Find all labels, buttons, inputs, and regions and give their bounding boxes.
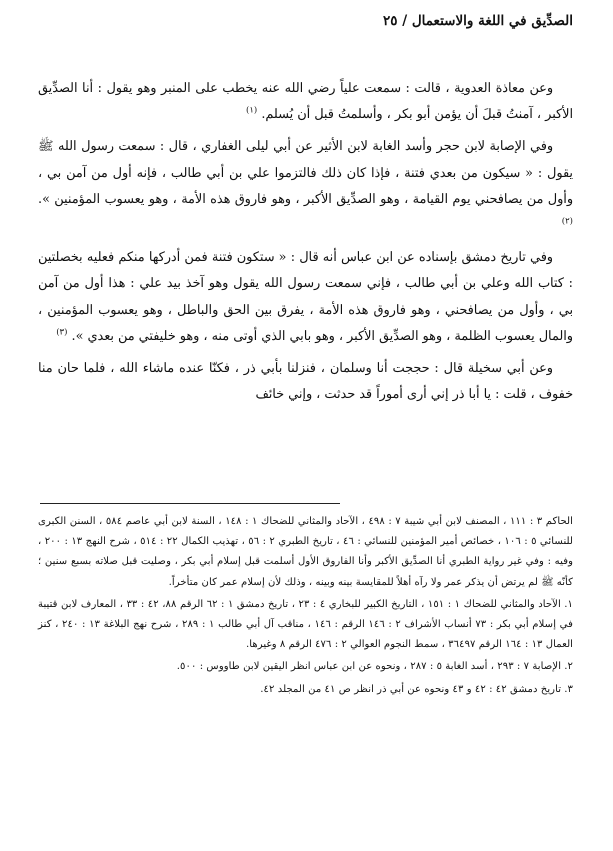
footnotes [38,512,573,702]
main-text [38,76,573,414]
paragraph-text: وعن أبي سخيلة قال : حججت أنا وسلمان ، فنزلنا بأبي ذر ، فكنّا عنده ماشاء الله ، فلما حان منا خفوف ، قلت : يا أبا ذر إني أرى أموراً قد حدثت ، وإني خائف [38,361,573,403]
running-header [40,12,573,30]
footnote-3: ٣. تاريخ دمشق ٤٢ : ٤٢ و ٤٣ ونحوه عن أبي ذر انظر ص ٤١ من المجلد ٤٢. [260,683,573,695]
paragraph-1 [38,76,573,128]
footnote-1: ١. الآحاد والمثاني للضحاك ١ : ١٥١ ، التاريخ الكبير للبخاري ٤ : ٢٣ ، تاريخ دمشق ١ : ٦٢ الرقم ٨٨، ٤٢ : ٣٣ ، المعارف لابن قتيبة في إسلام أبي بكر : ٧٣ أنساب الأشراف ٢ : ١٤٦ الرقم : ١٤٦ ، مناقب آل أبي طالب ١ : ٢٨٩ ، شرح نهج البلاغة ١٣ : ٢٤٠ ، كنز العمال ١٣ : ١٦٤ الرقم ٣٦٤٩٧ ، سمط النجوم العوالي ٢ : ٤٧٦ الرقم ٨ وغيرها. [38,598,573,651]
paragraph-4 [38,356,573,408]
footnote-2: ٢. الإصابة ٧ : ٢٩٣ ، أسد الغابة ٥ : ٢٨٧ ، ونحوه عن ابن عباس انظر اليقين لابن طاووس : ٥٠٠. [176,661,573,673]
footnote-ref: (٣) [56,327,68,338]
paragraph-text: وفي الإصابة لابن حجر وأسد الغابة لابن الأثير عن أبي ليلى الغفاري ، قال : سمعت رسول الله ﷺ يقول : « سيكون من بعدي فتنة ، فإذا كان ذلك فالتزموا علي بن أبي طالب ، فإنه أول من آمن بي ، وأول من يصافحني يوم القيامة ، وهو الصدِّيق الأكبر ، وهو فاروق هذه الأمة ، وهو يعسوب المؤمنين ». [38,139,573,207]
footnote-ref: (١) [246,105,258,116]
paragraph-3 [38,245,573,350]
footnote-ref: (٢) [561,216,573,227]
footnote-continued: الحاكم ٣ : ١١١ ، المصنف لابن أبي شيبة ٧ : ٤٩٨ ، الآحاد والمثاني للضحاك ١ : ١٤٨ ، السنة لابن أبي عاصم ٥٨٤ ، السنن الكبرى للنسائي ٥ : ١٠٦ ، خصائص أمير المؤمنين للنسائي : ٤٦ ، تاريخ الطبري ٢ : ٥٦ ، تهذيب الكمال ٢٢ : ٥١٤ ، شرح النهج ١٣ : ٢٠٠ ، وفيه : وفي غير رواية الطبري أنا الصدِّيق الأكبر وأنا الفاروق الأول أسلمت قبل إسلام أبي بكر ، وصليت قبل صلاته بسبع سنين ؛ كأنّه ﷺ لم يرتض أن يذكر عمر ولا رآه أهلاً للمقايسة بينه وبينه ، وذلك لأن إسلام عمر كان متأخراً. [38,516,574,588]
paragraph-2 [38,134,573,239]
paragraph-text: وفي تاريخ دمشق بإسناده عن ابن عباس أنه قال : « ستكون فتنة فمن أدركها منكم فعليه بخصلتين : كتاب الله وعلي بن أبي طالب ، فإني سمعت رسول الله يقول وهو آخذ بيد علي : هذا أول من آمن بي ، وأول من يصافحني ، وهو فاروق هذه الأمة ، يفرق بين الحق والباطل ، وهو يعسوب المؤمنين ، والمال يعسوب الظلمة ، وهو الصدِّيق الأكبر ، وهو بابي الذي أوتى منه ، وهو خليفتي من بعدي ». [38,250,573,344]
header-title: الصدِّيق في اللغة والاستعمال / ٢٥ [382,13,573,29]
footnote-divider [40,503,340,504]
paragraph-text: وعن معاذة العدوية ، قالت : سمعت علياً رضي الله عنه يخطب على المنبر وهو يقول : أنا الصدِّيق الأكبر ، آمنتُ قبلَ أن يؤمن أبو بكر ، وأسلمتُ قبل أن يُسلم. [38,81,573,123]
